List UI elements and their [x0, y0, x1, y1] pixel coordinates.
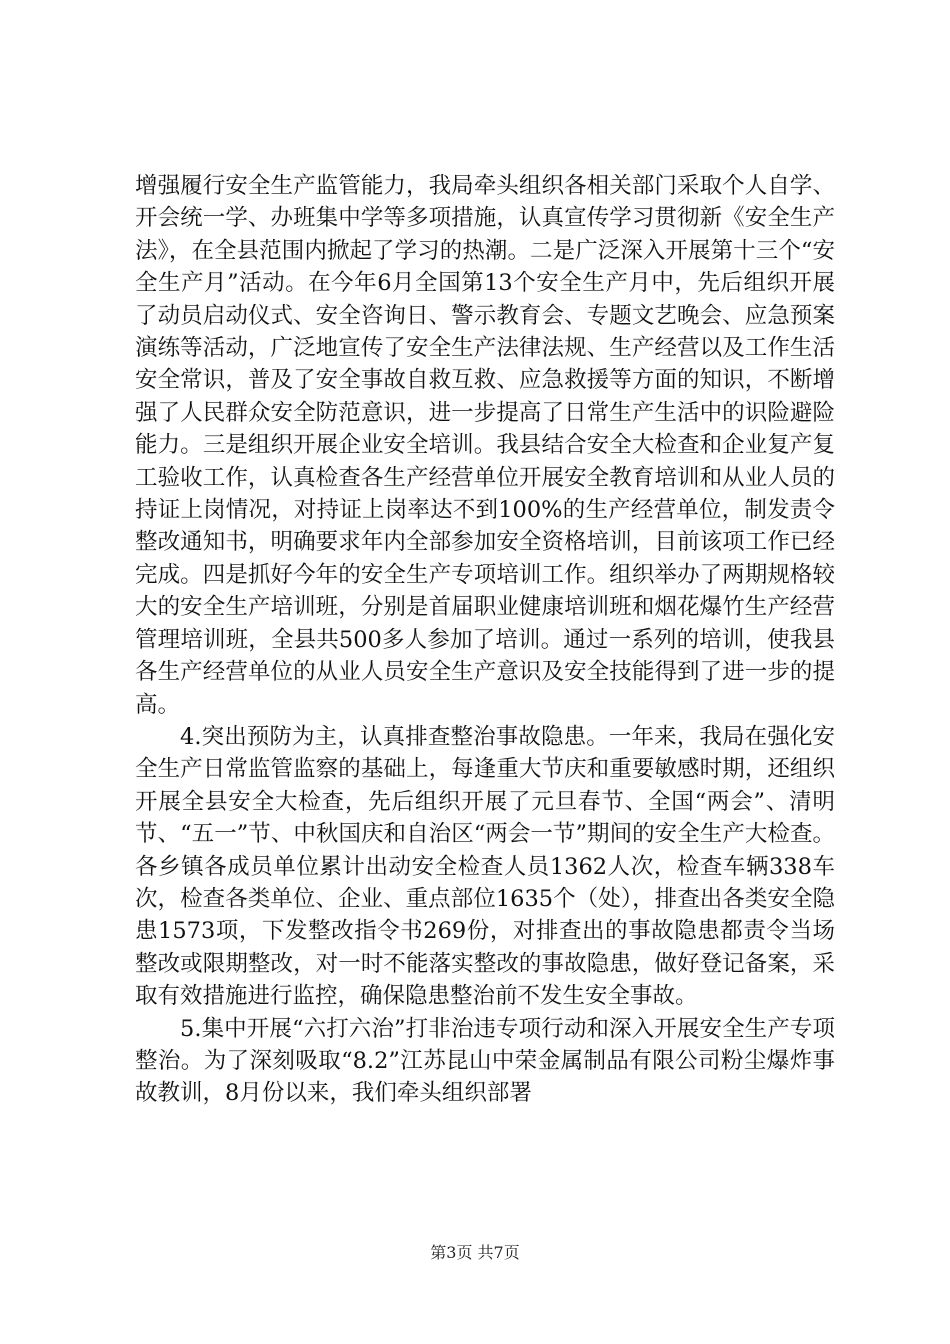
document-body	[135, 170, 835, 1110]
paragraph-special-action: 5.集中开展“六打六治”打非治违专项行动和深入开展安全生产专项整治。为了深刻吸取“8.2”江苏昆山中荣金属制品有限公司粉尘爆炸事故教训，8月份以来，我们牵头组织部署	[135, 1015, 835, 1107]
paragraph-study-training: 增强履行安全生产监管能力，我局牵头组织各相关部门采取个人自学、开会统一学、办班集中学等多项措施，认真宣传学习贯彻新《安全生产法》，在全县范围内掀起了学习的热潮。二是广泛深入开展第十三个“安全生产月”活动。在今年6月全国第13个安全生产月中，先后组织开展了动员启动仪式、安全咨询日、警示教育会、专题文艺晚会、应急预案演练等活动，广泛地宣传了安全生产法律法规、生产经营以及工作生活安全常识，普及了安全事故自救互救、应急救援等方面的知识，不断增强了人民群众安全防范意识，进一步提高了日常生产生活中的识险避险能力。三是组织开展企业安全培训。我县结合安全大检查和企业复产复工验收工作，认真检查各生产经营单位开展安全教育培训和从业人员的持证上岗情况，对持证上岗率达不到100%的生产经营单位，制发责令整改通知书，明确要求年内全部参加安全资格培训，目前该项工作已经完成。四是抓好今年的安全生产专项培训工作。组织举办了两期规格较大的安全生产培训班，分别是首届职业健康培训班和烟花爆竹生产经营管理培训班，全县共500多人参加了培训。通过一系列的培训，使我县各生产经营单位的从业人员安全生产意识及安全技能得到了进一步的提高。	[135, 173, 835, 718]
page-number-footer: 第3页 共7页	[430, 1243, 520, 1262]
paragraph-hazard-inspection: 4.突出预防为主，认真排查整治事故隐患。一年来，我局在强化安全生产日常监管监察的基础上，每逢重大节庆和重要敏感时期，还组织开展全县安全大检查，先后组织开展了元旦春节、全国“两会”、清明节、“五一”节、中秋国庆和自治区“两会一节”期间的安全生产大检查。各乡镇各成员单位累计出动安全检查人员1362人次，检查车辆338车次，检查各类单位、企业、重点部位1635个（处），排查出各类安全隐患1573项，下发整改指令书269份，对排查出的事故隐患都责令当场整改或限期整改，对一时不能落实整改的事故隐患，做好登记备案，采取有效措施进行监控，确保隐患整治前不发生安全事故。	[135, 723, 835, 1010]
